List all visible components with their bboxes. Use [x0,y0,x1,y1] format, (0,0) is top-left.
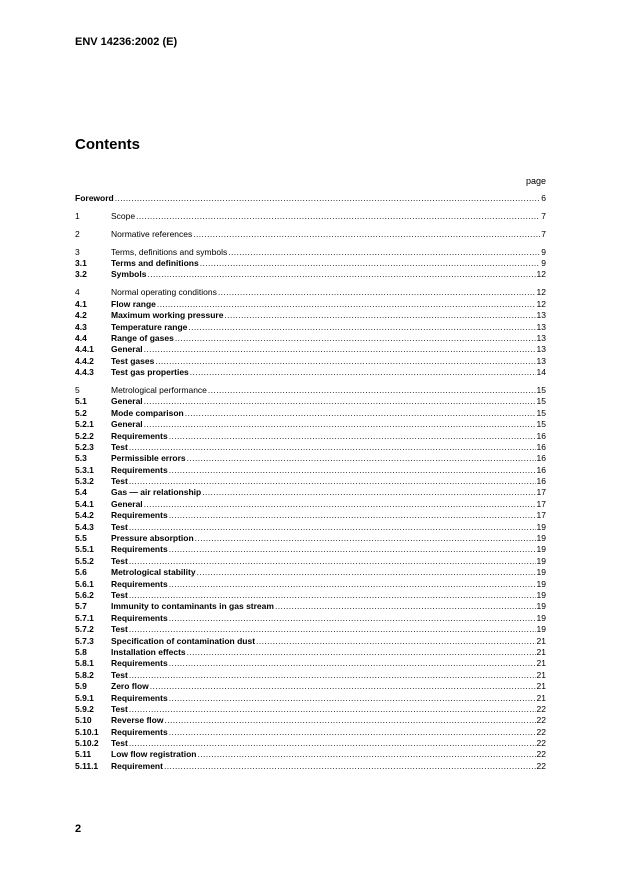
toc-entry-page: 22 [536,703,546,714]
toc-entry-number: 3.1 [75,258,87,269]
toc-entry-number: 5.9 [75,681,87,692]
toc-entry-number: 5.8.2 [75,669,94,680]
toc-dot-leader [115,193,541,204]
toc-entry[interactable] [75,693,546,704]
toc-entry[interactable] [75,269,546,280]
toc-entry-page: 17 [536,487,546,498]
toc-entry[interactable] [75,761,546,772]
toc-dot-leader [144,419,536,430]
toc-entry[interactable] [75,322,546,333]
toc-entry-title: Test [111,624,128,635]
toc-entry-title: Test [111,521,128,532]
toc-entry-title: Maximum working pressure [111,310,224,321]
toc-dot-leader [169,465,536,476]
toc-entry[interactable] [75,287,546,298]
toc-entry-number: 5.4 [75,487,87,498]
toc-entry-title: Reverse flow [111,715,164,726]
toc-entry-number: 4.4 [75,332,87,343]
toc-entry-title: Scope [111,210,136,221]
toc-entry[interactable] [75,431,546,442]
toc-entry-number: 5.10.1 [75,726,99,737]
toc-entry[interactable] [75,704,546,715]
toc-dot-leader [208,385,536,396]
toc-entry-page: 16 [536,441,546,452]
toc-dot-leader [144,499,536,510]
toc-entry-page: 16 [536,476,546,487]
toc-entry-page: 17 [536,498,546,509]
toc-entry[interactable] [75,567,546,578]
toc-dot-leader [164,715,535,726]
toc-entry[interactable] [75,613,546,624]
toc-entry-page: 16 [536,464,546,475]
toc-entry-number: 5.11.1 [75,760,99,771]
toc-entry-page: 22 [536,726,546,737]
toc-dot-leader [187,453,536,464]
toc-entry-title: Requirements [111,430,168,441]
toc-entry-title: Low flow registration [111,749,197,760]
toc-entry-number: 4.1 [75,298,87,309]
toc-entry[interactable] [75,499,546,510]
toc-entry[interactable] [75,727,546,738]
toc-entry[interactable] [75,419,546,430]
toc-entry-page: 13 [536,344,546,355]
toc-entry-number: 5.8 [75,646,87,657]
toc-entry-number: 5.3.2 [75,476,94,487]
toc-entry-page: 12 [536,287,546,298]
toc-dot-leader [188,322,535,333]
toc-entry-number: 5.5.1 [75,544,94,555]
toc-entry-number: 4 [75,287,80,298]
toc-entry[interactable] [75,310,546,321]
toc-dot-leader [129,624,536,635]
toc-entry[interactable] [75,579,546,590]
toc-entry-number: 3.2 [75,269,87,280]
toc-dot-leader [169,727,536,738]
toc-dot-leader [157,299,536,310]
toc-entry-number: 5.7 [75,601,87,612]
toc-entry-title: Test [111,669,128,680]
toc-entry-page: 22 [536,760,546,771]
toc-entry-title: General [111,344,143,355]
toc-entry-title: Permissible errors [111,453,186,464]
toc-entry-page: 15 [536,384,546,395]
toc-entry-number: 5.10 [75,715,92,726]
toc-entry-number: 3 [75,246,80,257]
toc-entry[interactable] [75,749,546,760]
toc-entry-title: Metrological stability [111,567,196,578]
toc-entry-title: General [111,419,143,430]
toc-entry-title: Test [111,476,128,487]
toc-dot-leader [155,356,535,367]
toc-entry[interactable] [75,442,546,453]
toc-dot-leader [169,510,536,521]
toc-entry-title: Test [111,590,128,600]
toc-entry[interactable] [75,522,546,533]
toc-entry[interactable] [75,681,546,692]
toc-entry-title: Requirements [111,510,168,521]
toc-entry-title: General [111,498,143,509]
toc-entry-number: 5.5 [75,533,87,544]
toc-entry[interactable] [75,367,546,378]
toc-dot-leader [195,533,536,544]
toc-dot-leader [129,704,536,715]
toc-entry-number: 5.2.1 [75,419,94,430]
toc-entry-title: Pressure absorption [111,533,194,544]
toc-entry-page: 16 [536,453,546,464]
toc-entry-page: 21 [536,692,546,703]
toc-entry-number: 4.4.3 [75,367,94,378]
page-title: Contents [75,136,140,153]
toc-entry-page: 22 [536,715,546,726]
toc-entry[interactable] [75,453,546,464]
toc-entry-title: Mode comparison [111,407,184,418]
toc-entry-page: 15 [536,419,546,430]
toc-entry-title: Requirements [111,726,168,737]
toc-dot-leader [129,476,536,487]
toc-entry-page: 12 [536,298,546,309]
toc-dot-leader [129,522,536,533]
toc-entry[interactable] [75,658,546,669]
toc-entry-page: 6 [541,193,546,203]
toc-dot-leader [185,408,536,419]
toc-entry-page: 13 [536,355,546,366]
toc-entry-title: Symbols [111,269,147,280]
toc-entry-page: 13 [536,321,546,332]
table-of-contents [75,193,546,772]
toc-dot-leader [164,761,536,772]
toc-entry-page: 21 [536,646,546,657]
toc-entry-number: 5.9.1 [75,692,94,703]
toc-entry-title: Test gas properties [111,367,189,378]
toc-entry-page: 9 [541,258,546,269]
toc-entry-title: Test [111,738,128,749]
toc-entry-page: 14 [536,367,546,378]
toc-entry[interactable] [75,487,546,498]
toc-dot-leader [129,442,536,453]
toc-entry[interactable] [75,544,546,555]
toc-entry-title: Requirements [111,578,168,589]
toc-entry-page: 19 [536,590,546,600]
toc-entry-number: 5.1 [75,396,87,407]
toc-entry-title: Terms and definitions [111,258,199,269]
toc-entry-number: 5.11 [75,749,92,760]
toc-entry[interactable] [75,510,546,521]
toc-entry-number: 5.3 [75,453,87,464]
toc-entry[interactable] [75,647,546,658]
toc-entry-title: Requirements [111,544,168,555]
toc-entry-page: 19 [536,624,546,635]
toc-entry-number: 5.2.3 [75,441,94,452]
toc-entry-number: 5.4.3 [75,521,94,532]
toc-entry-number: 5.7.1 [75,612,94,623]
toc-dot-leader [193,229,540,240]
toc-entry-page: 19 [536,521,546,532]
toc-dot-leader [200,258,541,269]
toc-entry-title: Gas — air relationship [111,487,202,498]
toc-entry-number: 4.4.2 [75,355,94,366]
toc-entry-number: 4.3 [75,321,87,332]
toc-entry-number: 2 [75,228,80,239]
toc-entry-number: 5.6.2 [75,590,94,600]
toc-dot-leader [144,344,536,355]
toc-entry[interactable] [75,299,546,310]
toc-entry-number: 5.3.1 [75,464,94,475]
toc-dot-leader [169,544,536,555]
toc-entry-title: Immunity to contaminants in gas stream [111,601,274,612]
toc-entry-title: Requirements [111,658,168,669]
toc-dot-leader [129,556,536,567]
toc-dot-leader [228,247,540,258]
toc-entry-page: 22 [536,738,546,749]
toc-entry-number: 5.4.2 [75,510,94,521]
toc-dot-leader [197,749,535,760]
toc-entry-number: 4.2 [75,310,87,321]
toc-entry[interactable] [75,258,546,269]
toc-entry[interactable] [75,211,546,222]
toc-entry-title: Foreword [75,193,114,203]
toc-dot-leader [129,738,536,749]
toc-entry[interactable] [75,601,546,612]
toc-entry-page: 12 [536,269,546,280]
toc-entry-number: 5.9.2 [75,703,94,714]
toc-entry-page: 19 [536,567,546,578]
toc-entry[interactable] [75,247,546,258]
toc-entry-page: 13 [536,332,546,343]
toc-dot-leader [256,636,535,647]
toc-dot-leader [197,567,536,578]
toc-dot-leader [169,613,536,624]
toc-dot-leader [175,333,536,344]
toc-entry-number: 5.8.1 [75,658,94,669]
toc-entry-page: 9 [541,246,546,257]
toc-entry[interactable] [75,356,546,367]
toc-entry-page: 19 [536,601,546,612]
toc-entry-title: Range of gases [111,332,174,343]
toc-entry-title: Test [111,441,128,452]
toc-entry[interactable] [75,476,546,487]
toc-entry[interactable] [75,738,546,749]
toc-entry-number: 5.2 [75,407,87,418]
toc-entry-page: 21 [536,635,546,646]
toc-dot-leader [136,211,540,222]
toc-entry-title: Normative references [111,228,193,239]
toc-entry[interactable] [75,229,546,240]
toc-dot-leader [224,310,535,321]
toc-dot-leader [129,670,536,681]
toc-entry-page: 13 [536,310,546,321]
toc-entry-page: 21 [536,669,546,680]
toc-entry-page: 21 [536,681,546,692]
toc-entry-page: 7 [541,210,546,221]
toc-entry-title: Metrological performance [111,384,207,395]
toc-entry[interactable] [75,385,546,396]
toc-dot-leader [169,431,536,442]
toc-entry-number: 1 [75,210,80,221]
toc-entry[interactable] [75,333,546,344]
toc-entry-page: 19 [536,544,546,555]
toc-entry-number: 5.7.3 [75,635,94,646]
toc-dot-leader [190,367,536,378]
toc-entry-title: Normal operating conditions [111,287,217,298]
toc-entry[interactable] [75,533,546,544]
toc-entry-number: 5.10.2 [75,738,99,749]
toc-dot-leader [218,287,536,298]
toc-dot-leader [275,601,536,612]
toc-entry[interactable] [75,408,546,419]
toc-entry[interactable] [75,396,546,407]
toc-entry-number: 5 [75,384,80,395]
toc-entry-page: 19 [536,612,546,623]
toc-entry-title: Test [111,703,128,714]
toc-entry[interactable] [75,465,546,476]
toc-entry-title: Specification of contamination dust [111,635,256,646]
toc-entry-title: Temperature range [111,321,188,332]
toc-dot-leader [169,693,536,704]
toc-entry-title: Requirements [111,692,168,703]
toc-entry-page: 15 [536,396,546,407]
toc-entry[interactable] [75,670,546,681]
toc-entry[interactable] [75,624,546,635]
toc-entry[interactable] [75,715,546,726]
toc-dot-leader [150,681,536,692]
toc-entry-title: Test [111,555,128,566]
toc-entry[interactable] [75,590,546,601]
toc-entry-page: 22 [536,749,546,760]
toc-entry-number: 5.7.2 [75,624,94,635]
toc-entry-number: 5.6 [75,567,87,578]
toc-entry[interactable] [75,556,546,567]
toc-entry-title: General [111,396,143,407]
toc-entry-title: Flow range [111,298,156,309]
toc-dot-leader [169,579,536,590]
toc-dot-leader [187,647,536,658]
page-column-label: page [525,176,546,186]
toc-entry-title: Requirement [111,760,163,771]
toc-entry[interactable] [75,636,546,647]
toc-dot-leader [129,590,536,601]
toc-entry-page: 19 [536,555,546,566]
toc-entry-page: 16 [536,430,546,441]
toc-entry-page: 19 [536,578,546,589]
toc-entry-number: 4.4.1 [75,344,94,355]
toc-entry[interactable] [75,193,546,204]
toc-entry-page: 7 [541,228,546,239]
toc-entry-number: 5.6.1 [75,578,94,589]
toc-entry-title: Zero flow [111,681,149,692]
toc-entry-title: Installation effects [111,646,186,657]
toc-entry-title: Requirements [111,612,168,623]
toc-entry-page: 21 [536,658,546,669]
toc-entry-title: Terms, definitions and symbols [111,246,228,257]
toc-entry-page: 19 [536,533,546,544]
toc-entry[interactable] [75,344,546,355]
toc-entry-number: 5.2.2 [75,430,94,441]
toc-entry-title: Requirements [111,464,168,475]
toc-entry-page: 17 [536,510,546,521]
toc-dot-leader [169,658,536,669]
toc-entry-page: 15 [536,407,546,418]
toc-dot-leader [144,396,536,407]
toc-dot-leader [147,269,535,280]
document-header: ENV 14236:2002 (E) [75,36,178,48]
toc-entry-title: Test gases [111,355,155,366]
toc-entry-number: 5.5.2 [75,555,94,566]
toc-dot-leader [202,487,535,498]
page-number: 2 [75,823,82,835]
toc-entry-number: 5.4.1 [75,498,94,509]
